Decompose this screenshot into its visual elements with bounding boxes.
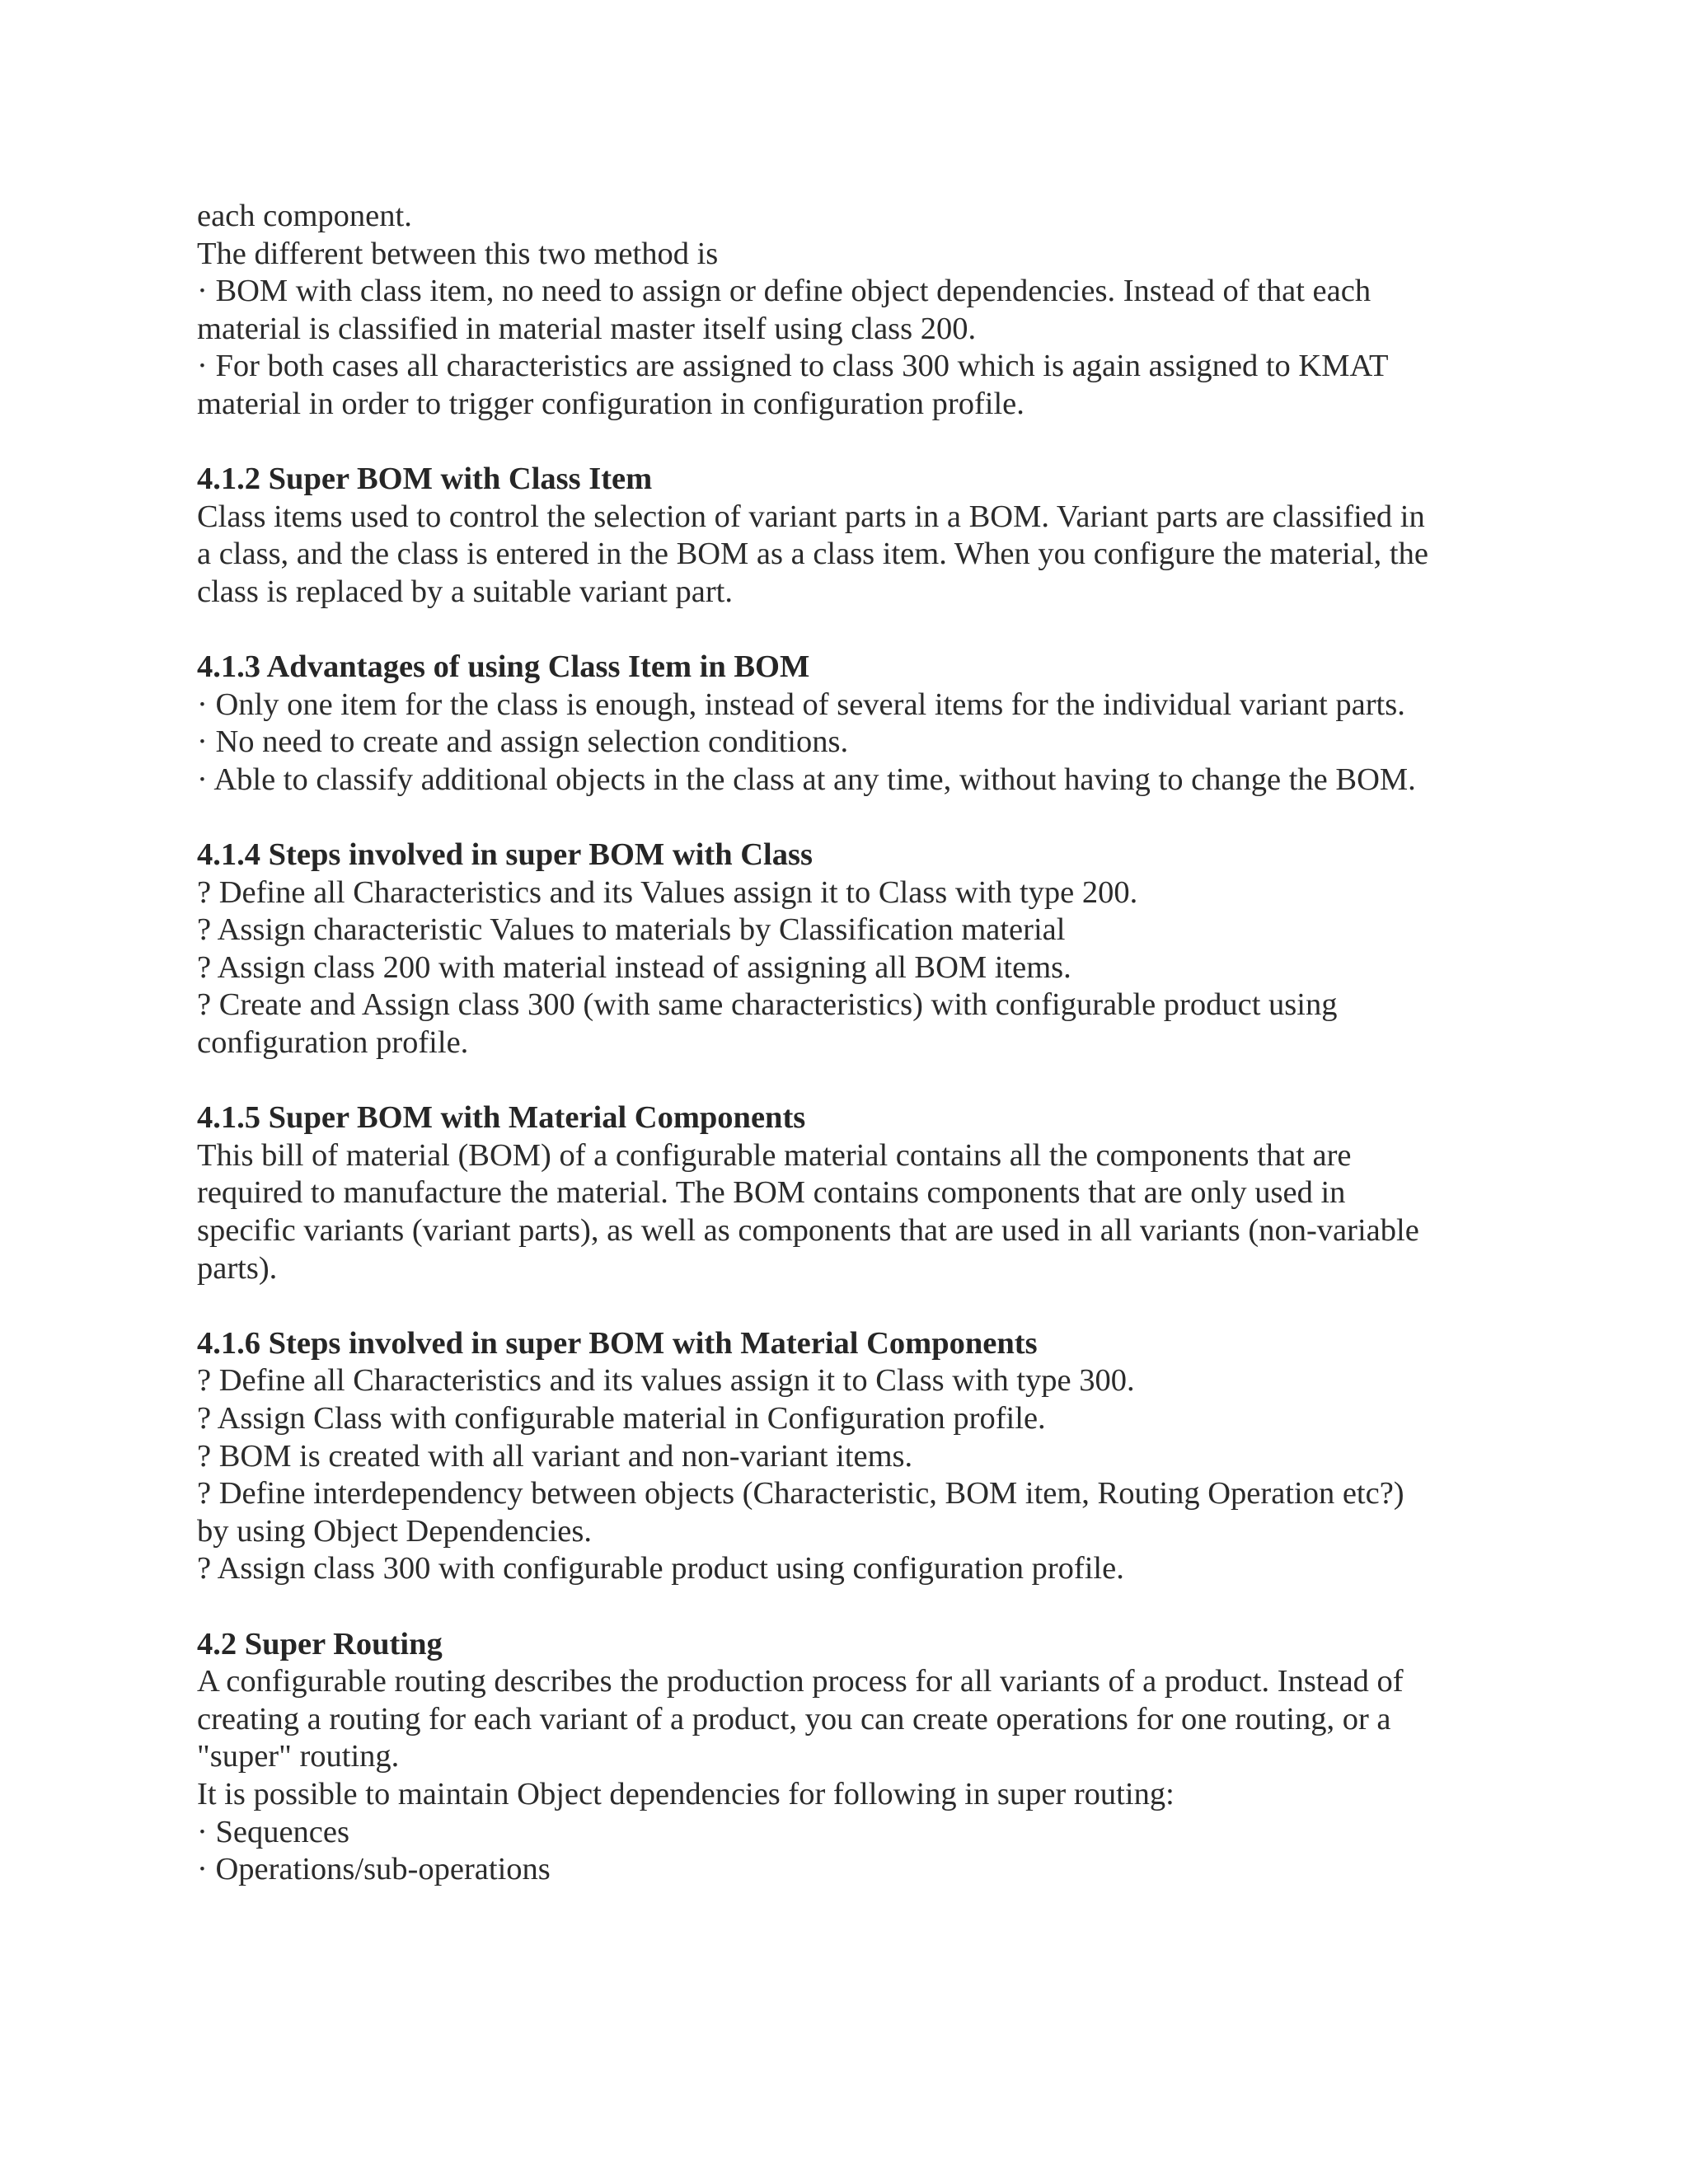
text-line: · For both cases all characteristics are assigned to class 300 which is again assigned to KMAT xyxy=(197,349,1389,384)
text-line: material is classified in material master itself using class 200. xyxy=(197,311,977,346)
section-4-2 xyxy=(197,1626,1516,1889)
intro-block xyxy=(197,198,1516,424)
text-line: by using Object Dependencies. xyxy=(197,1513,592,1549)
section-4-1-6 xyxy=(197,1325,1516,1588)
text-line: "super" routing. xyxy=(197,1739,400,1774)
text-line: each component. xyxy=(197,199,412,233)
section-heading: 4.1.6 Steps involved in super BOM with Material Components xyxy=(197,1325,1038,1361)
paragraph-gap xyxy=(197,424,1516,462)
section-heading: 4.1.4 Steps involved in super BOM with Class xyxy=(197,837,813,873)
text-line: The different between this two method is xyxy=(197,236,719,271)
section-4-1-3 xyxy=(197,649,1516,799)
paragraph-gap xyxy=(197,1287,1516,1325)
section-4-1-5 xyxy=(197,1099,1516,1287)
paragraph-gap xyxy=(197,612,1516,649)
text-line: specific variants (variant parts), as well as components that are used in all variants (non-variable xyxy=(197,1213,1419,1249)
text-line: creating a routing for each variant of a product, you can create operations for one routing, or a xyxy=(197,1701,1391,1736)
text-line: It is possible to maintain Object dependencies for following in super routing: xyxy=(197,1776,1175,1811)
section-heading: 4.1.5 Super BOM with Material Components xyxy=(197,1100,806,1136)
text-line: · BOM with class item, no need to assign or define object dependencies. Instead of that each xyxy=(197,274,1372,309)
text-line: · Sequences xyxy=(197,1814,349,1849)
text-line: Class items used to control the selection of variant parts in a BOM. Variant parts are classified in xyxy=(197,499,1425,534)
text-line: parts). xyxy=(197,1250,278,1286)
text-line: ? Assign class 300 with configurable product using configuration profile. xyxy=(197,1551,1124,1586)
section-heading: 4.1.2 Super BOM with Class Item xyxy=(197,462,653,497)
text-line: · Able to classify additional objects in the class at any time, without having to change the BOM. xyxy=(197,762,1416,797)
text-line: ? Assign Class with configurable material in Configuration profile. xyxy=(197,1401,1046,1436)
text-line: · Only one item for the class is enough, instead of several items for the individual variant parts. xyxy=(197,687,1405,722)
section-heading: 4.1.3 Advantages of using Class Item in BOM xyxy=(197,649,810,685)
text-line: · No need to create and assign selection conditions. xyxy=(197,724,849,760)
text-line: ? Assign characteristic Values to materials by Classification material xyxy=(197,912,1066,948)
section-heading: 4.2 Super Routing xyxy=(197,1626,443,1661)
text-line: required to manufacture the material. The BOM contains components that are only used in xyxy=(197,1175,1346,1211)
text-line: material in order to trigger configuration in configuration profile. xyxy=(197,386,1025,421)
paragraph-gap xyxy=(197,799,1516,837)
document-body xyxy=(197,198,1516,1889)
text-line: ? Define all Characteristics and its values assign it to Class with type 300. xyxy=(197,1363,1135,1399)
text-line: class is replaced by a suitable variant part. xyxy=(197,574,733,609)
paragraph-gap xyxy=(197,1062,1516,1100)
text-line: This bill of material (BOM) of a configurable material contains all the components that are xyxy=(197,1137,1352,1173)
text-line: configuration profile. xyxy=(197,1025,469,1061)
text-line: A configurable routing describes the production process for all variants of a product. Instead of xyxy=(197,1664,1404,1699)
text-line: · Operations/sub-operations xyxy=(197,1852,551,1887)
text-line: ? Define all Characteristics and its Values assign it to Class with type 200. xyxy=(197,874,1138,910)
text-line: ? BOM is created with all variant and non-variant items. xyxy=(197,1438,913,1474)
text-line: ? Assign class 200 with material instead of assigning all BOM items. xyxy=(197,949,1071,985)
text-line: a class, and the class is entered in the BOM as a class item. When you configure the material, the xyxy=(197,537,1428,572)
text-line: ? Create and Assign class 300 (with same characteristics) with configurable product using xyxy=(197,987,1338,1023)
text-line: ? Define interdependency between objects (Characteristic, BOM item, Routing Operation etc?) xyxy=(197,1476,1404,1511)
paragraph-gap xyxy=(197,1588,1516,1626)
section-4-1-2 xyxy=(197,461,1516,611)
section-4-1-4 xyxy=(197,837,1516,1062)
